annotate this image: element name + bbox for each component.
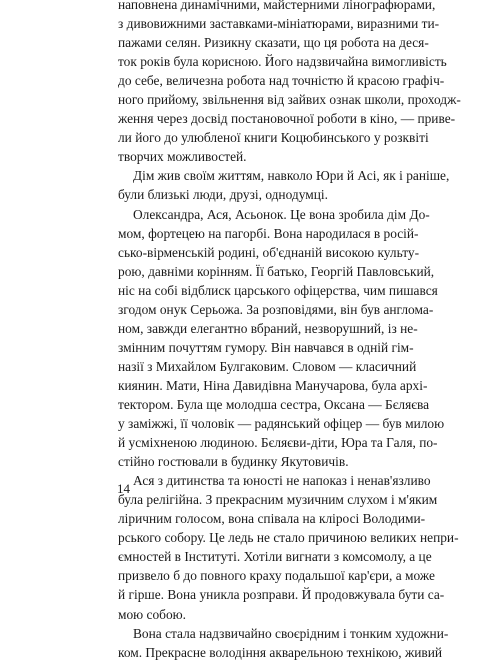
- text-line: киянин. Мати, Ніна Давидівна Манучарова, була архі-: [118, 377, 428, 393]
- body-text: [118, 0, 461, 662]
- text-line: назії з Михайлом Булгаковим. Словом — класичний: [118, 358, 417, 374]
- text-line: сько-вірменській родині, об'єднаній високою культу-: [118, 244, 420, 260]
- text-line: ток років була корисною. Його надзвичайна вимогливість: [118, 54, 447, 70]
- text-line: змінним почуттям гумору. Він навчався в одній гім-: [118, 339, 414, 355]
- text-line: Вона стала надзвичайно своєрідним і тонким художни-: [133, 625, 449, 641]
- text-line: пажами селян. Ризикну сказати, що ця робота на деся-: [118, 35, 429, 51]
- text-line: Ася з дитинства та юності не напоказ і ненав'язливо: [133, 473, 431, 489]
- text-line: ємностей в Інституті. Хотіли вигнати з комсомолу, а це: [118, 549, 432, 565]
- text-line: рою, давніми корінням. Її батько, Георгій Павловський,: [118, 263, 435, 279]
- text-line: й гірше. Вона уникла розправи. Й продовжувала бути са-: [118, 587, 445, 603]
- text-line: ження через досвід постановочної роботи в кіно, — приве-: [118, 111, 456, 127]
- text-line: Дім жив своїм життям, навколо Юри й Асі, як і раніше,: [133, 168, 450, 184]
- text-line: рського собору. Це ледь не стало причиною великих непри-: [118, 530, 459, 546]
- paragraph: [118, 471, 459, 623]
- text-line: ком. Прекрасне володіння акварельною технікою, живий: [118, 644, 443, 660]
- paragraph: [118, 166, 450, 204]
- paragraph: [118, 624, 449, 662]
- text-line: ного прийому, звільнення від зайвих ознак школи, проходж-: [118, 92, 461, 108]
- text-line: були близькі люди, друзі, однодумці.: [118, 187, 328, 203]
- text-line: творчих можливостей.: [118, 149, 247, 165]
- text-line: Олександра, Ася, Асьонок. Це вона зробила дім Дo-: [133, 206, 430, 222]
- text-line: з дивовижними заставками-мініатюрами, виразними ти-: [118, 16, 440, 32]
- text-line: мою собою.: [118, 606, 187, 622]
- text-line: була релігійна. З прекрасним музичним слухом і м'яким: [118, 492, 438, 508]
- text-line: тектором. Була ще молодша сестра, Оксана — Бєляєва: [118, 396, 430, 412]
- paragraph: [118, 205, 445, 472]
- text-line: мом, фортецею на пагорбі. Вона народилася в росій-: [118, 225, 419, 241]
- text-line: стійно гостювали в будинку Якутовичів.: [118, 454, 349, 470]
- page-number: 14: [117, 481, 130, 496]
- text-line: ліричним голосом, вона співала на кліросі Володими-: [118, 511, 426, 527]
- text-line: ніс на собі відблиск царського офіцерства, чим пишався: [118, 282, 438, 298]
- paragraph: [118, 0, 461, 166]
- text-line: ли його до улюбленої книги Коцюбинського у розквіті: [118, 130, 429, 146]
- text-line: призвело б до повного краху подальшої кар'єри, а може: [118, 568, 435, 584]
- text-line: й усміхненою людиною. Бєляєви-діти, Юра та Галя, по-: [118, 435, 438, 451]
- text-line: у заміжжі, її чоловік — радянський офіцер — був милою: [118, 416, 445, 432]
- text-line: до себе, величезна робота над точністю й красою графіч-: [118, 73, 445, 89]
- text-line: згодом онук Серьожа. За розповідями, він був англома-: [118, 301, 434, 317]
- text-line: ном, завжди елегантно вбраний, незворушний, із не-: [118, 320, 418, 336]
- text-line: наповнена динамічними, майстерними лінографюрами,: [118, 0, 436, 12]
